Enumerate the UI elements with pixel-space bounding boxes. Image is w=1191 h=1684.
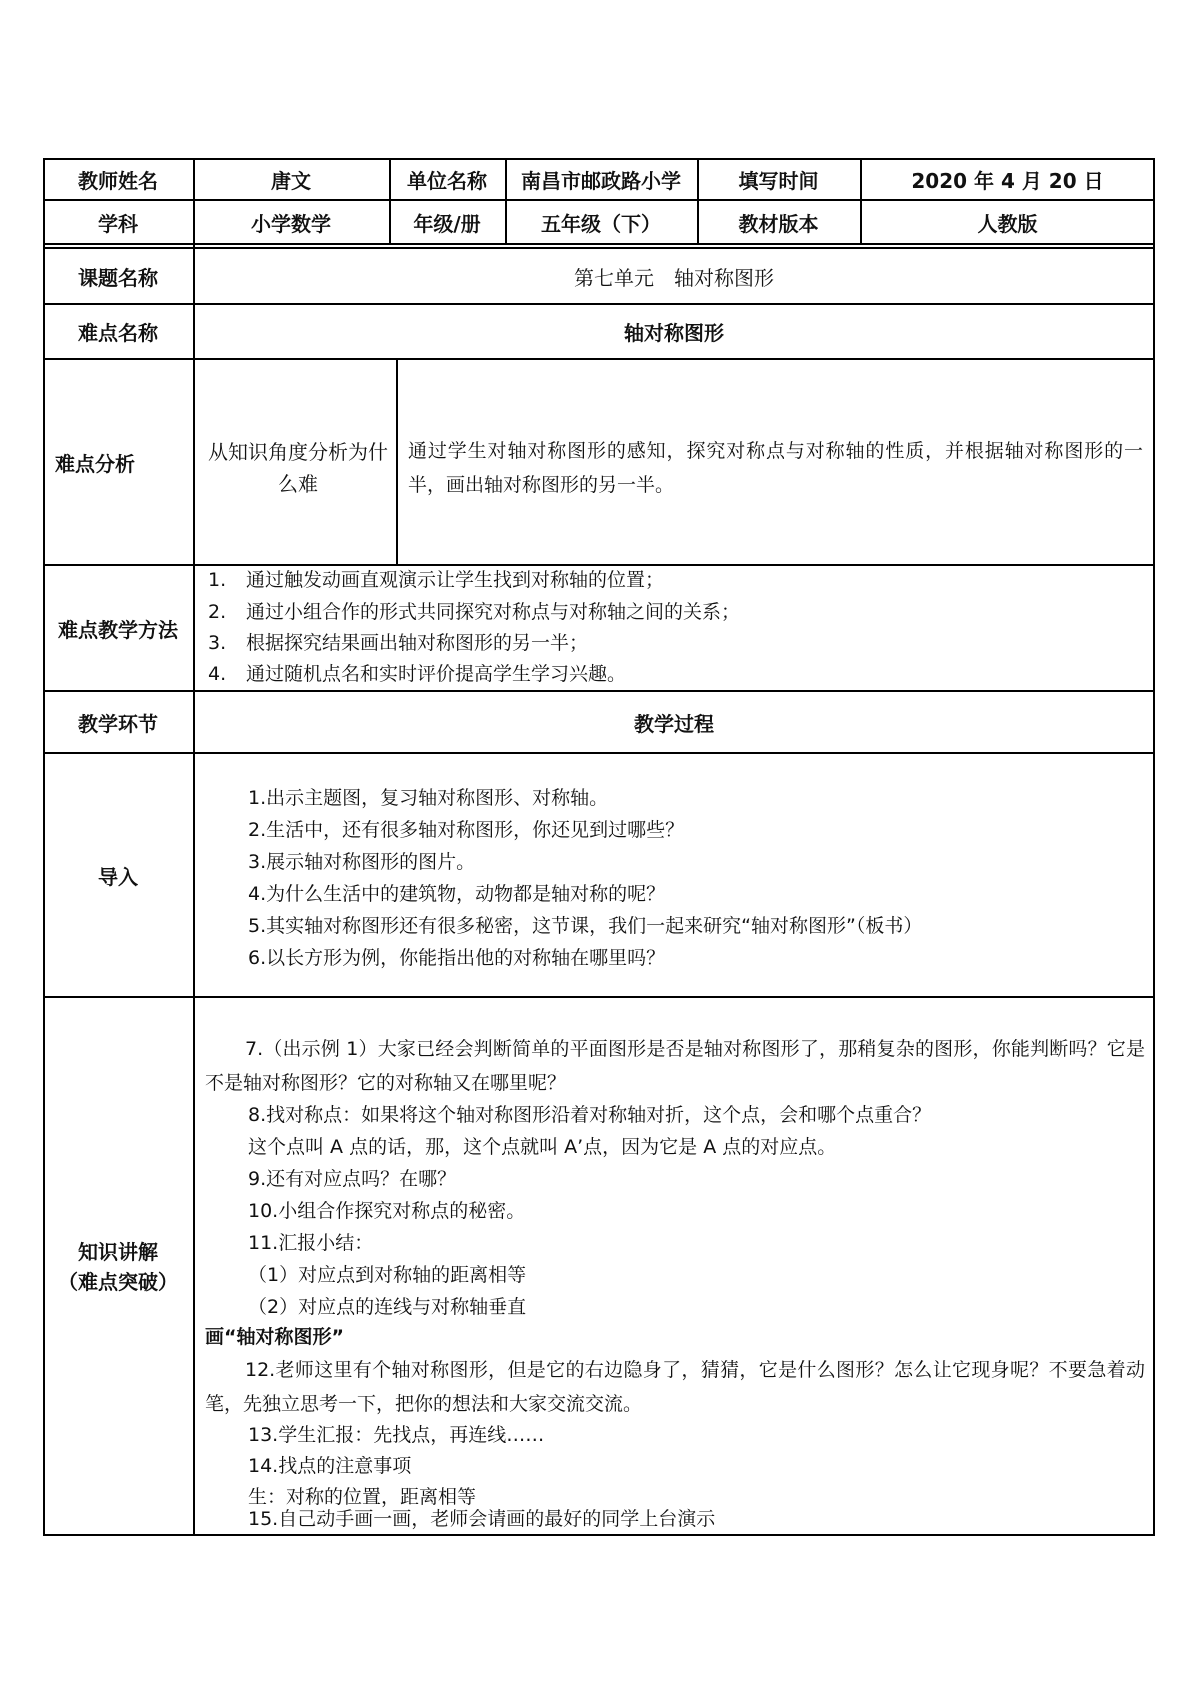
fill-date-value: 2020 年 4 月 20 日 bbox=[911, 169, 1104, 193]
method-text: 通过随机点名和实时评价提高学生学习兴趣。 bbox=[246, 663, 627, 685]
subject-value: 小学数学 bbox=[251, 211, 331, 236]
knowledge-label-line1: 知识讲解 bbox=[78, 1240, 158, 1264]
knowledge-para-7: 7.（出示例 1）大家已经会判断简单的平面图形是否是轴对称图形了，那稍复杂的图形，你能判断吗？它是不是轴对称图形？它的对称轴又在哪里呢？ bbox=[205, 1038, 1145, 1094]
intro-line: 3.展示轴对称图形的图片。 bbox=[248, 851, 476, 873]
process-header-row bbox=[43, 692, 1155, 752]
analysis-label: 难点分析 bbox=[55, 451, 135, 476]
method-text: 根据探究结果画出轴对称图形的另一半； bbox=[246, 632, 589, 654]
knowledge-line: （1）对应点到对称轴的距离相等 bbox=[248, 1264, 527, 1286]
method-text: 通过触发动画直观演示让学生找到对称轴的位置； bbox=[246, 569, 665, 591]
knowledge-line: 8.找对称点：如果将这个轴对称图形沿着对称轴对折，这个点，会和哪个点重合？ bbox=[248, 1104, 932, 1126]
teacher-name-value: 唐文 bbox=[271, 169, 311, 193]
difficulty-row bbox=[43, 305, 1155, 358]
knowledge-line: 生：对称的位置，距离相等 bbox=[248, 1486, 477, 1508]
knowledge-line: 15.自己动手画一画，老师会请画的最好的同学上台演示 bbox=[248, 1508, 716, 1530]
edition-value: 人教版 bbox=[977, 211, 1038, 236]
knowledge-line: 这个点叫 A 点的话，那，这个点就叫 A’点，因为它是 A 点的对应点。 bbox=[248, 1136, 837, 1158]
method-num: 3. bbox=[208, 632, 227, 654]
topic-row bbox=[43, 249, 1155, 303]
knowledge-label bbox=[43, 998, 193, 1536]
knowledge-row bbox=[43, 998, 1155, 1536]
knowledge-line: 9.还有对应点吗？在哪？ bbox=[248, 1168, 457, 1190]
intro-line: 5.其实轴对称图形还有很多秘密，这节课，我们一起来研究“轴对称图形”（板书） bbox=[248, 915, 923, 937]
header-row-2 bbox=[43, 201, 1155, 243]
knowledge-para-12: 12.老师这里有个轴对称图形，但是它的右边隐身了，猜猜，它是什么图形？怎么让它现身呢？不要急着动笔，先独立思考一下，把你的想法和大家交流交流。 bbox=[205, 1359, 1145, 1415]
difficulty-value: 轴对称图形 bbox=[624, 321, 724, 345]
header-row-1 bbox=[43, 160, 1155, 199]
row-divider bbox=[43, 243, 1155, 245]
intro-line: 4.为什么生活中的建筑物，动物都是轴对称的呢？ bbox=[248, 883, 666, 905]
method-item bbox=[208, 564, 664, 596]
analysis-row bbox=[43, 360, 1155, 564]
knowledge-label-line2: （难点突破） bbox=[58, 1270, 178, 1294]
knowledge-line: 13.学生汇报：先找点，再连线…… bbox=[248, 1424, 545, 1446]
method-num: 4. bbox=[208, 663, 227, 685]
topic-label: 课题名称 bbox=[78, 265, 158, 290]
draw-heading: 画“轴对称图形” bbox=[205, 1326, 344, 1348]
intro-line: 2.生活中，还有很多轴对称图形，你还见到过哪些？ bbox=[248, 819, 685, 841]
edition-label: 教材版本 bbox=[738, 211, 819, 236]
difficulty-label: 难点名称 bbox=[78, 321, 158, 345]
method-item bbox=[208, 627, 588, 659]
intro-line: 1.出示主题图，复习轴对称图形、对称轴。 bbox=[248, 787, 609, 809]
topic-value: 第七单元 轴对称图形 bbox=[574, 265, 774, 290]
knowledge-line: 10.小组合作探究对称点的秘密。 bbox=[248, 1200, 526, 1222]
teacher-name-label: 教师姓名 bbox=[78, 169, 158, 193]
method-text: 通过小组合作的形式共同探究对称点与对称轴之间的关系； bbox=[246, 601, 741, 623]
method-num: 2. bbox=[208, 601, 227, 623]
fill-date-label: 填写时间 bbox=[738, 169, 819, 193]
intro-line: 6.以长方形为例，你能指出他的对称轴在哪里吗？ bbox=[248, 947, 666, 969]
knowledge-line: 11.汇报小结： bbox=[248, 1232, 374, 1254]
process-title: 教学过程 bbox=[634, 711, 714, 736]
intro-row bbox=[43, 754, 1155, 996]
knowledge-line: 14.找点的注意事项 bbox=[248, 1455, 412, 1477]
process-section-label: 教学环节 bbox=[78, 711, 158, 736]
grade-label: 年级/册 bbox=[413, 211, 481, 236]
method-item bbox=[208, 596, 740, 628]
grade-value: 五年级（下） bbox=[541, 211, 661, 236]
method-item bbox=[208, 658, 626, 690]
method-num: 1. bbox=[208, 569, 227, 591]
analysis-sub-label: 从知识角度分析为什么难 bbox=[208, 440, 388, 496]
unit-name-value: 南昌市邮政路小学 bbox=[521, 169, 681, 193]
analysis-text: 通过学生对轴对称图形的感知，探究对称点与对称轴的性质，并根据轴对称图形的一半，画出轴对称图形的另一半。 bbox=[408, 440, 1143, 496]
intro-label: 导入 bbox=[98, 864, 138, 889]
unit-name-label: 单位名称 bbox=[407, 169, 487, 193]
subject-label: 学科 bbox=[98, 211, 138, 236]
methods-label: 难点教学方法 bbox=[58, 617, 178, 642]
knowledge-line: （2）对应点的连线与对称轴垂直 bbox=[248, 1296, 527, 1318]
methods-row bbox=[43, 566, 1155, 690]
